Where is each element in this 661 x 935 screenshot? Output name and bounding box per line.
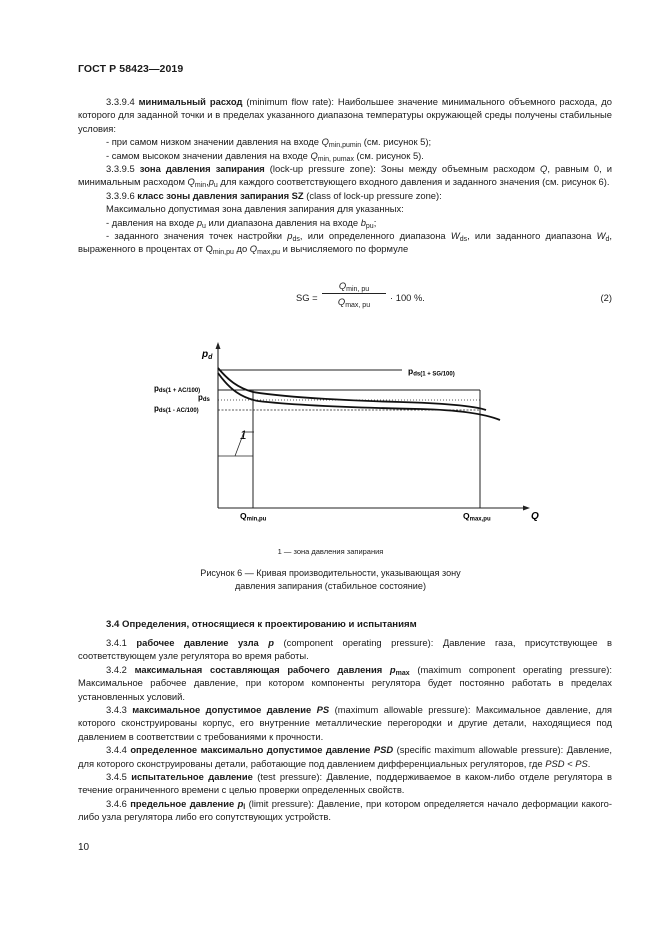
x-tick-qmin: Qmin,pu xyxy=(240,511,267,523)
bullet-item: - заданного значения точек настройки $p_{ds}$, или определенного диапазона $W_{ds}$, или заданного диапазона $W_d$, выраженного в процентах от $Q_{min,pu}$ до $Q_{max,pu}$ и вычисляемого по формуле xyxy=(78,230,613,257)
document-header: ГОСТ Р 58423—2019 xyxy=(78,63,184,75)
definition-3-3-9-4: 3.3.9.4 минимальный расход (minimum flow rate): Наибольшее значение минимального объемного расхода, до которого для заданной точки и в пределах указанного диапазона температуры окружающей среды получены стабильные условия: xyxy=(78,96,612,134)
definition-3-3-9-6: 3.3.9.6 класс зоны давления запирания SZ (class of lock-up pressure zone): xyxy=(106,189,442,201)
paragraph: Максимально допустимая зона давления запирания для указанных: xyxy=(106,203,404,215)
setpoint-label: pds xyxy=(198,393,210,403)
formula-2: SG = $Q_{min, pu}$ $Q_{max, pu}$ · 100 %. (2) xyxy=(296,280,612,309)
bullet-item: - при самом низком значении давления на входе $Q_{min,pumin}$ (см. рисунок 5); xyxy=(106,136,432,150)
figure-caption: Рисунок 6 — Кривая производительности, указывающая зону давления запирания (стабильное состояние) xyxy=(200,568,461,591)
x-tick-qmax: Qmax,pu xyxy=(463,511,491,523)
definitions-bottom xyxy=(78,636,612,824)
x-axis-arrow xyxy=(523,506,530,511)
term: класс зоны давления запирания SZ xyxy=(137,189,304,201)
term: минимальный расход xyxy=(138,96,243,107)
formula-number: (2) xyxy=(600,292,612,303)
formula-fraction: $Q_{min, pu}$ $Q_{max, pu}$ xyxy=(322,280,386,307)
performance-curve-lower xyxy=(218,373,500,420)
page-number: 10 xyxy=(78,842,90,853)
bullet-item: - самом высоком значении давления на входе $Q_{min, pumax}$ (см. рисунок 5). xyxy=(106,149,424,163)
x-axis-label: Q xyxy=(531,511,539,522)
definitions-top xyxy=(78,95,612,256)
definition-3-3-9-5: 3.3.9.5 зона давления запирания (lock-up pressure zone): Зоны между объемным расходом Q, равным 0, и минимальным расходом $Q_{min},p_u$ для каждого соответствующего входного давления и заданного значения (см. рисунок 6). xyxy=(78,163,613,190)
y-axis-arrow xyxy=(216,342,221,349)
figure-6-diagram xyxy=(140,338,540,538)
ac-lower-label: pds(1 - AC/100) xyxy=(154,404,199,414)
bullet-item: - давления на входе $p_u$ или диапазона давления на входе $b_{pu}$; xyxy=(106,216,377,230)
definition-3-4-2: 3.4.2 максимальная составляющая рабочего давления $p_{max}$ (maximum component operating pressure): Максимальное рабочее давление, при котором компоненты регулятора будет постоянно работать в пределах установленных условий. xyxy=(78,663,612,702)
formula-tail: · 100 %. xyxy=(390,292,425,303)
formula-lhs: SG xyxy=(296,292,310,303)
definition-3-4-5: 3.4.5 испытательное давление (test pressure): Давление, поддерживаемое в каком-либо отделе регулятора в течение ограниченного времени с целью проверки определенных свойств. xyxy=(78,771,612,796)
ac-upper-label: pds(1 + AC/100) xyxy=(154,384,201,394)
definition-3-4-1: 3.4.1 рабочее давление узла p (component operating pressure): Давление газа, присутствующее в соответствующем узле регулятора во время работы. xyxy=(78,637,613,662)
y-axis-label: $p_d$ xyxy=(202,349,213,361)
term: зона давления запирания xyxy=(139,163,265,175)
upper-limit-label: pds(1 + SG/100) xyxy=(408,366,455,378)
definition-3-4-4: 3.4.4 определенное максимально допустимое давление PSD (specific maximum allowable pressure): Давление, для которого сконструированы детали, работающие под давлением дифференциальных регуляторов, где PSD < PS. xyxy=(78,744,612,769)
zone-marker-label: 1 xyxy=(240,428,247,442)
definition-3-4-3: 3.4.3 максимальное допустимое давление PS (maximum allowable pressure): Максимальное давление, для которого сконструированы корпус, его внутренние металлические перегородки и другие детали, находящиеся под давлением в соответствии с требованиями к прочности. xyxy=(78,704,613,742)
section-title: 3.4 Определения, относящиеся к проектированию и испытаниям xyxy=(106,619,417,630)
figure-legend: 1 — зона давления запирания xyxy=(277,547,384,556)
definition-3-4-6: 3.4.6 предельное давление $p_l$ (limit pressure): Давление, при котором определяется начало деформации какого-либо узла регулятора либо его сопутствующих устройств. xyxy=(78,797,613,823)
